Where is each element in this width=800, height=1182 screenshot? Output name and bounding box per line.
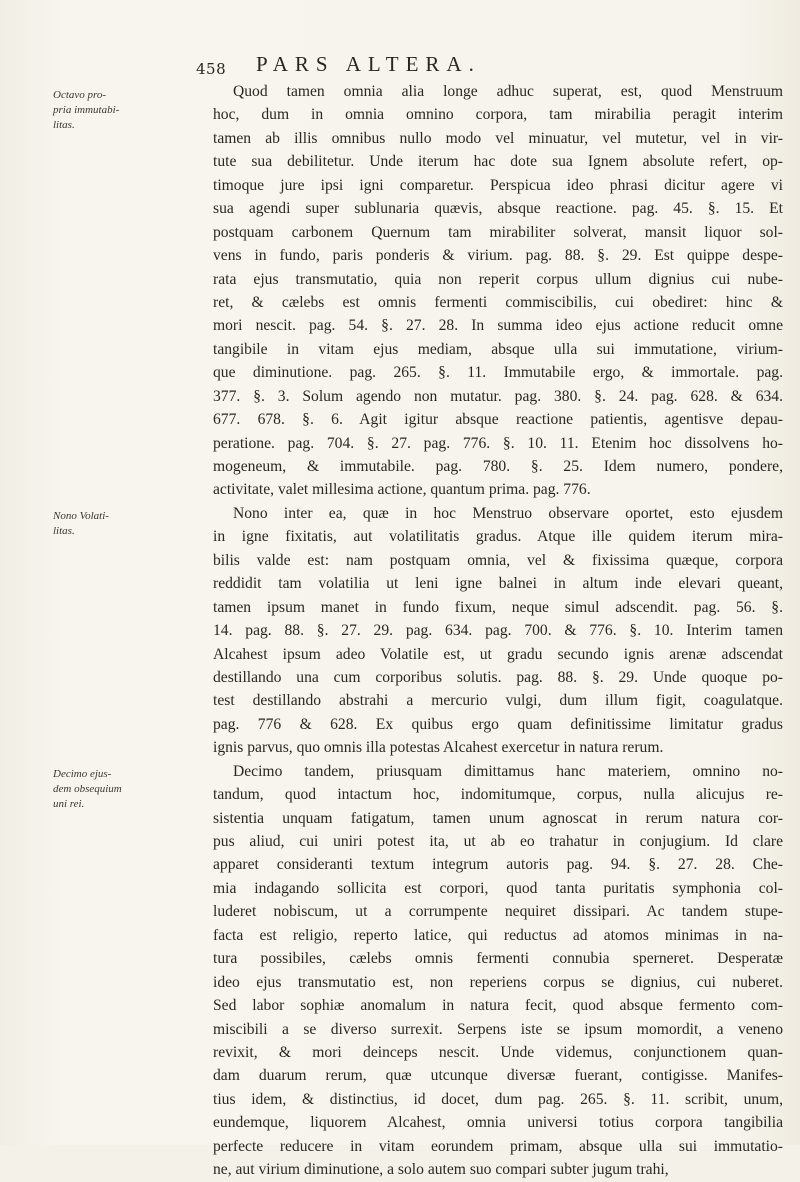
text-line: tamen ab illis omnibus nullo modo vel minuatur, vel mutetur, vel in vir- [213,129,783,147]
text-line: 14. pag. 88. §. 27. 29. pag. 634. pag. 700. & 776. §. 10. Interim tamen [213,622,783,640]
text-line: ret, & cælebs est omnis fermenti commiscibilis, cui obediret: hinc & [213,293,783,311]
text-line: perfecte reducere in vitam eorundem primam, absque ulla sui immutatio- [213,1137,783,1155]
text-line: Sed labor sophiæ anomalum in natura fecit, quod absque fermento com- [213,997,783,1015]
text-line: miscibili a se diverso surrexit. Serpens iste se ipsum momordit, a veneno [213,1020,783,1038]
text-line: tandum, quod intactum hoc, indomitumque, corpus, nulla alicujus re- [213,786,783,804]
text-line: Nono inter ea, quæ in hoc Menstruo observare oportet, esto ejusdem [233,504,783,522]
text-line: tangibile in vitam ejus mediam, absque ulla sui immutatione, virium- [213,340,783,358]
text-line: ignis parvus, quo omnis illa potestas Alcahest exercetur in natura rerum. [213,739,664,757]
running-title: PARS ALTERA. [256,52,481,76]
text-line: tute sua debilitetur. Unde iterum hac dote sua Ignem absolute refert, op- [213,153,783,171]
text-line: pus aliud, cui uniri potest ita, ut ab eo trahatur in conjugium. Id clare [213,833,783,850]
text-line: test destillando abstrahi a mercurio vulgi, dum illum figit, coagulatque. [213,692,783,710]
margin-note-decimo: Decimo ejus- dem obsequium uni rei. [53,768,122,810]
text-line: ne, aut virium diminutione, a solo autem suo compari subter jugum trahi, [213,1161,669,1179]
text-line: 377. §. 3. Solum agendo non mutatur. pag. 380. §. 24. pag. 628. & 634. [213,387,783,405]
text-line: Decimo tandem, priusquam dimittamus hanc materiem, omnino no- [233,762,783,780]
text-line: timoque jure ipsi igni comparetur. Perspicua ideo phrasi dicitur agere vi [213,176,783,194]
text-line: mori nescit. pag. 54. §. 27. 28. In summa ideo ejus actione reducit omne [213,317,783,335]
body-text [213,80,783,1182]
text-line: dam duarum rerum, quæ utcunque diversæ fuerant, contigisse. Manifes- [213,1067,783,1085]
text-line: reddidit tam volatilia ut leni igne balnei in altum inde elevari queant, [213,575,783,593]
text-line: in igne fixitatis, aut volatilitatis gradus. Atque ille quidem iterum mira- [213,528,783,546]
text-line: vens in fundo, paris ponderis & virium. pag. 88. §. 29. Est quippe despe- [213,247,783,265]
text-line: Quod tamen omnia alia longe adhuc superat, est, quod Menstruum [233,83,783,100]
text-line: peratione. pag. 704. §. 27. pag. 776. §. 10. 11. Etenim hoc dissolvens ho- [213,434,783,452]
text-line: destillando una cum corporibus solutis. pag. 88. §. 29. Unde quoque po- [213,668,783,686]
text-line: rata ejus transmutatio, quia non reperit corpus ullum dignius cui nube- [213,270,783,288]
text-line: activitate, valet millesima actione, quantum prima. pag. 776. [213,481,591,499]
text-line: luderet nobiscum, ut a corrumpente nequiret dissipari. Ac tandem stupe- [213,903,783,921]
text-line: facta est religio, reperto latice, qui reductus ad atomos minimas in na- [213,926,783,944]
text-line: tura possibiles, cælebs omnis fermenti connubia sperneret. Desperatæ [213,950,783,968]
text-line: eundemque, liquorem Alcahest, omnia universi totius corpora tangibilia [213,1114,783,1132]
text-line: postquam carbonem Quernum tam mirabiliter solverat, mansit liquor sol- [213,223,783,241]
text-line: que diminutione. pag. 265. §. 11. Immutabile ergo, & immortale. pag. [213,364,783,382]
margin-note-nono: Nono Volati- litas. [53,510,109,537]
text-line: hoc, dum in omnia omnino corpora, tam mirabilia peragit interim [213,106,783,124]
text-line: tamen ipsum manet in fundo fixum, neque simul adscendit. pag. 56. §. [213,598,783,616]
text-line: bilis valde est: nam postquam omnia, vel & fixissima quæque, corpora [213,551,783,569]
text-line: revixit, & mori deinceps nescit. Unde videmus, conjunctionem quan- [213,1043,783,1061]
page-header [196,52,756,80]
text-line: Alcahest ipsum adeo Volatile est, ut gradu secundo ignis arenæ adscendat [213,645,783,663]
margin-note-octavo: Octavo pro- pria immutabi- litas. [53,89,120,131]
text-line: ideo ejus transmutatio est, non reperiens corpus se dignius, cui nuberet. [213,973,783,991]
text-line: mogeneum, & immutabile. pag. 780. §. 25. Idem numero, pondere, [213,458,783,475]
text-line: 677. 678. §. 6. Agit igitur absque reactione patientis, agentisve depau- [213,411,783,429]
text-line: sua agendi super sublunaria quævis, absque reactione. pag. 45. §. 15. Et [213,200,783,218]
text-line: sistentia unquam fatigatum, tamen unum agnoscat in rerum natura cor- [213,809,783,827]
text-line: apparet consideranti textum integrum autoris pag. 94. §. 27. 28. Che- [213,856,783,874]
text-line: mia indagando sollicita est corpori, quod tanta puritatis symphonia col- [213,879,783,897]
text-line: tius idem, & distinctius, id docet, dum pag. 265. §. 11. scribit, unum, [213,1090,783,1108]
page-number: 458 [196,60,227,78]
text-line: pag. 776 & 628. Ex quibus ergo quam definitissime limitatur gradus [213,715,783,733]
